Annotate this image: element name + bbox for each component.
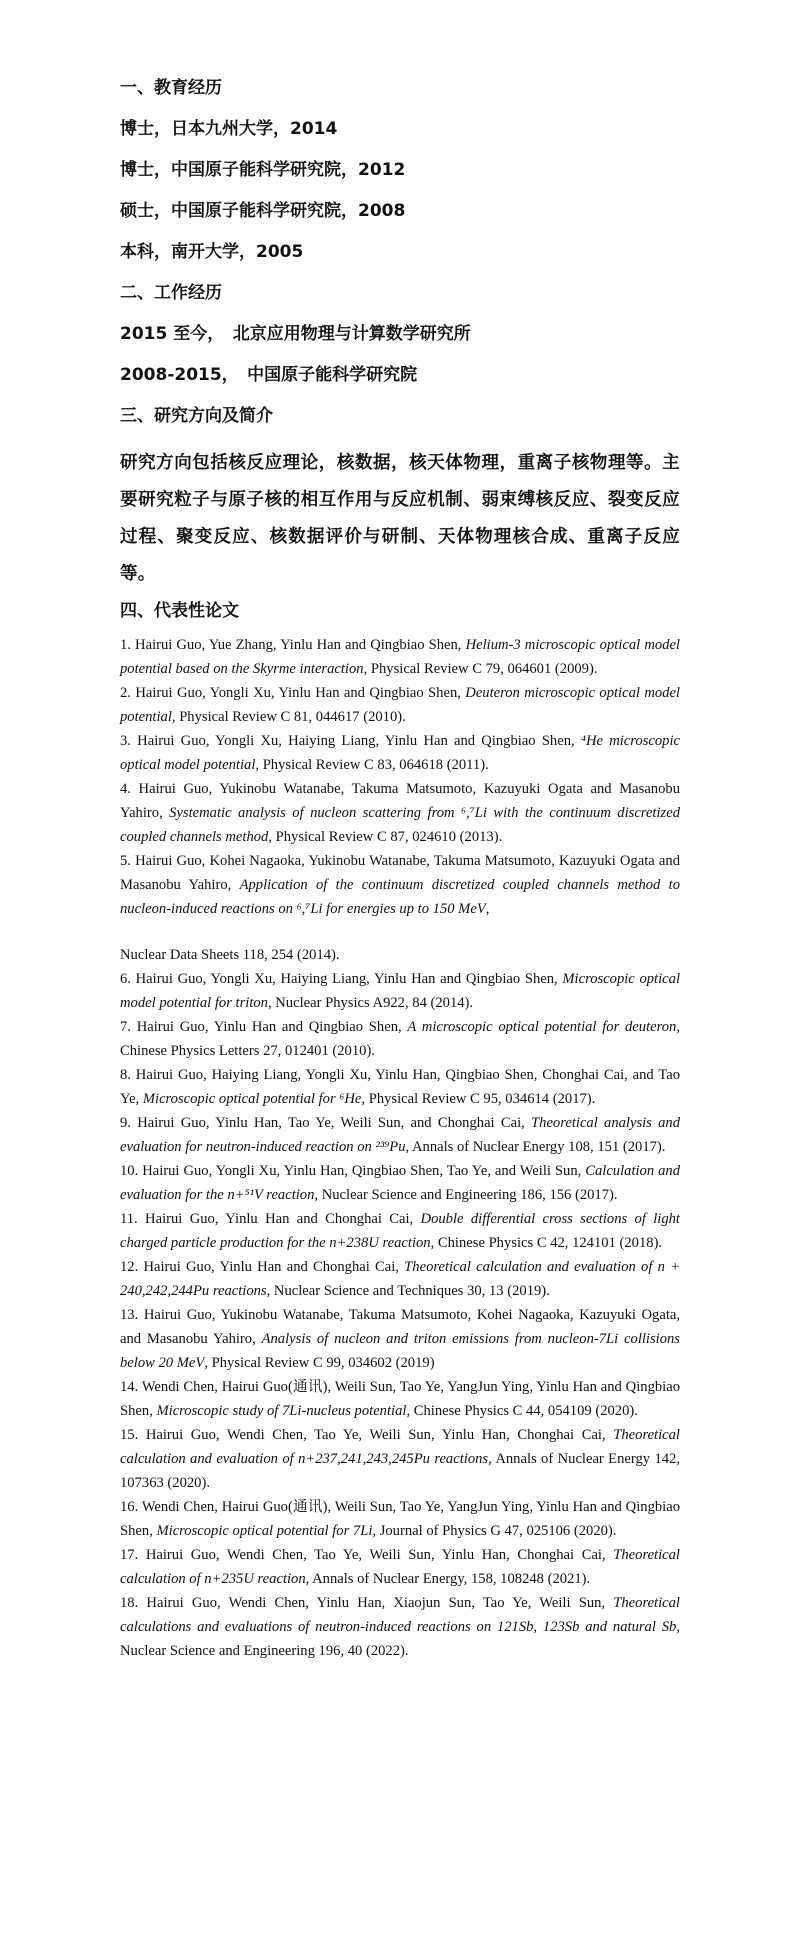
paper-journal: , Nuclear Science and Techniques 30, 13 (2019). xyxy=(266,1283,550,1299)
paper-journal: , Nuclear Science and Engineering 196, 40 (2022). xyxy=(120,1619,680,1659)
paper-title: Microscopic optical potential for 7Li xyxy=(156,1523,373,1539)
paper-item xyxy=(120,681,680,729)
papers-list xyxy=(120,633,680,1663)
education-item-1: 博士，日本九州大学，2014 xyxy=(120,119,338,139)
paper-authors: 6. Hairui Guo, Yongli Xu, Haiying Liang, Yinlu Han and Qingbiao Shen, xyxy=(120,971,563,987)
paper-journal: , Chinese Physics Letters 27, 012401 (2010). xyxy=(120,1019,680,1059)
paper-title: Helium-3 microscopic optical model potential based on the Skyrme interaction xyxy=(120,637,680,677)
paper-title: A microscopic optical potential for deuteron xyxy=(407,1019,677,1035)
paper-item xyxy=(120,1495,680,1543)
work-item-1: 2015 至今， 北京应用物理与计算数学研究所 xyxy=(120,324,471,344)
paper-authors: 1. Hairui Guo, Yue Zhang, Yinlu Han and Qingbiao Shen, xyxy=(120,637,466,653)
document-page xyxy=(120,76,680,1663)
paper-authors: 16. Wendi Chen, Hairui Guo(通讯), Weili Sun, Tao Ye, YangJun Ying, Yinlu Han and Qingbiao Shen, xyxy=(120,1499,680,1539)
research-heading: 三、研究方向及简介 xyxy=(120,406,273,426)
paper-title: Theoretical calculation and evaluation of n + 240,242,244Pu reactions xyxy=(120,1259,680,1299)
paper-title: Theoretical calculations and evaluations of neutron-induced reactions on 121Sb, 123Sb and natural Sb xyxy=(120,1595,680,1635)
paper-item xyxy=(120,1159,680,1207)
papers-heading: 四、代表性论文 xyxy=(120,601,239,621)
paper-journal: , Annals of Nuclear Energy, 158, 108248 (2021). xyxy=(305,1571,591,1587)
paper-journal-continued: Nuclear Data Sheets 118, 254 (2014). xyxy=(120,947,340,963)
paper-authors: 4. Hairui Guo, Yukinobu Watanabe, Takuma Matsumoto, Kazuyuki Ogata and Masanobu Yahiro, xyxy=(120,781,680,821)
paper-title: Double differential cross sections of light charged particle production for the n+238U reaction xyxy=(120,1211,680,1251)
paper-item xyxy=(120,967,680,1015)
paper-journal: , Nuclear Science and Engineering 186, 156 (2017). xyxy=(314,1187,618,1203)
paper-item xyxy=(120,729,680,777)
paper-item xyxy=(120,1255,680,1303)
paper-title: Theoretical calculation and evaluation of n+237,241,243,245Pu reactions xyxy=(120,1427,680,1467)
paper-title: ⁴He microscopic optical model potential xyxy=(120,733,680,773)
paper-authors: 2. Hairui Guo, Yongli Xu, Yinlu Han and Qingbiao Shen, xyxy=(120,685,466,701)
paper-authors: 9. Hairui Guo, Yinlu Han, Tao Ye, Weili Sun, and Chonghai Cai, xyxy=(120,1115,532,1131)
paper-journal: , Physical Review C 81, 044617 (2010). xyxy=(171,709,406,725)
paper-title: Theoretical calculation of n+235U reaction xyxy=(120,1547,680,1587)
paper-item xyxy=(120,1207,680,1255)
paper-authors: 15. Hairui Guo, Wendi Chen, Tao Ye, Weili Sun, Yinlu Han, Chonghai Cai, xyxy=(120,1427,614,1443)
spacer xyxy=(120,921,680,943)
paper-authors: 7. Hairui Guo, Yinlu Han and Qingbiao Shen, xyxy=(120,1019,408,1035)
paper-title: Microscopic study of 7Li-nucleus potential xyxy=(156,1403,407,1419)
paper-item xyxy=(120,1375,680,1423)
paper-title: Application of the continuum discretized coupled channels method to nucleon-induced reactions on ⁶,⁷Li for energies up to 150 MeV xyxy=(120,877,681,917)
paper-journal: , Physical Review C 95, 034614 (2017). xyxy=(361,1091,596,1107)
paper-item xyxy=(120,1543,680,1591)
paper-authors: 11. Hairui Guo, Yinlu Han and Chonghai Cai, xyxy=(120,1211,421,1227)
paper-item xyxy=(120,1063,680,1111)
paper-title: Microscopic optical model potential for triton xyxy=(120,971,680,1011)
paper-authors: 10. Hairui Guo, Yongli Xu, Yinlu Han, Qingbiao Shen, Tao Ye, and Weili Sun, xyxy=(120,1163,586,1179)
education-item-2: 博士，中国原子能科学研究院，2012 xyxy=(120,160,406,180)
paper-item xyxy=(120,1423,680,1495)
paper-item xyxy=(120,1111,680,1159)
paper-title: Microscopic optical potential for ⁶He xyxy=(142,1091,362,1107)
paper-journal: , Chinese Physics C 44, 054109 (2020). xyxy=(406,1403,638,1419)
paper-item xyxy=(120,1015,680,1063)
education-item-4: 本科，南开大学，2005 xyxy=(120,242,304,262)
paper-title: Calculation and evaluation for the n+⁵¹V reaction xyxy=(120,1163,680,1203)
paper-journal: , Physical Review C 79, 064601 (2009). xyxy=(363,661,598,677)
paper-journal: , Annals of Nuclear Energy 142, 107363 (2020). xyxy=(120,1451,680,1491)
paper-journal: , Physical Review C 87, 024610 (2013). xyxy=(268,829,503,845)
paper-journal: , Chinese Physics C 42, 124101 (2018). xyxy=(430,1235,663,1251)
paper-authors: 5. Hairui Guo, Kohei Nagaoka, Yukinobu Watanabe, Takuma Matsumoto, Kazuyuki Ogata and Masanobu Yahiro, xyxy=(120,853,680,893)
work-item-2: 2008-2015， 中国原子能科学研究院 xyxy=(120,365,418,385)
paper-authors: 18. Hairui Guo, Wendi Chen, Yinlu Han, Xiaojun Sun, Tao Ye, Weili Sun, xyxy=(120,1595,614,1611)
paper-item xyxy=(120,777,680,849)
paper-title: Theoretical analysis and evaluation for neutron-induced reaction on ²³⁹Pu xyxy=(120,1115,681,1155)
paper-journal: , Nuclear Physics A922, 84 (2014). xyxy=(267,995,474,1011)
paper-item xyxy=(120,1591,680,1663)
paper-item xyxy=(120,633,680,681)
paper-title: Systematic analysis of nucleon scattering from ⁶,⁷Li with the continuum discretized coupled channels method xyxy=(120,805,680,845)
paper-journal: , Physical Review C 83, 064618 (2011). xyxy=(255,757,489,773)
paper-item xyxy=(120,849,680,921)
paper-authors: 8. Hairui Guo, Haiying Liang, Yongli Xu, Yinlu Han, Qingbiao Shen, Chonghai Cai, and Tao Ye, xyxy=(120,1067,680,1107)
paper-authors: 13. Hairui Guo, Yukinobu Watanabe, Takuma Matsumoto, Kohei Nagaoka, Kazuyuki Ogata, and Masanobu Yahiro, xyxy=(120,1307,680,1347)
paper-journal: , Physical Review C 99, 034602 (2019) xyxy=(204,1355,435,1371)
education-item-3: 硕士，中国原子能科学研究院，2008 xyxy=(120,201,406,221)
paper-authors: 12. Hairui Guo, Yinlu Han and Chonghai Cai, xyxy=(120,1259,405,1275)
paper-authors: 17. Hairui Guo, Wendi Chen, Tao Ye, Weili Sun, Yinlu Han, Chonghai Cai, xyxy=(120,1547,614,1563)
paper-item xyxy=(120,1303,680,1375)
paper-title: Analysis of nucleon and triton emissions from nucleon-7Li collisions below 20 MeV xyxy=(120,1331,680,1371)
paper-journal: , Annals of Nuclear Energy 108, 151 (2017). xyxy=(405,1139,666,1155)
paper-title: Deuteron microscopic optical model potential xyxy=(120,685,680,725)
work-heading: 二、工作经历 xyxy=(120,283,222,303)
paper-authors: 3. Hairui Guo, Yongli Xu, Haiying Liang, Yinlu Han and Qingbiao Shen, xyxy=(120,733,581,749)
paper-authors: 14. Wendi Chen, Hairui Guo(通讯), Weili Sun, Tao Ye, YangJun Ying, Yinlu Han and Qingbiao Shen, xyxy=(120,1379,680,1419)
paper-journal: , Journal of Physics G 47, 025106 (2020). xyxy=(372,1523,617,1539)
research-text: 研究方向包括核反应理论，核数据，核天体物理，重离子核物理等。主要研究粒子与原子核的相互作用与反应机制、弱束缚核反应、裂变反应过程、聚变反应、核数据评价与研制、天体物理核合成、重离子反应等。 xyxy=(120,453,680,584)
paper-journal: , xyxy=(485,901,490,917)
education-heading: 一、教育经历 xyxy=(120,78,222,98)
